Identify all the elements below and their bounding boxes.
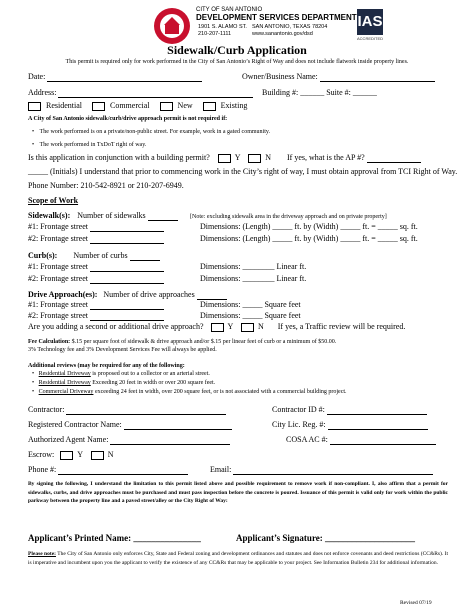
drive-approach-count-label: Number of drive approaches — [103, 290, 195, 299]
escrow-yes-checkbox[interactable] — [60, 451, 73, 460]
yes-label: Y — [77, 450, 83, 459]
ias-accredited: ACCREDITED — [357, 36, 384, 41]
cosa-ac-label: COSA AC #: — [286, 435, 328, 444]
bullet-icon: • — [32, 389, 35, 395]
owner-label: Owner/Business Name: — [242, 72, 318, 81]
da-frontage-1-field[interactable] — [90, 301, 164, 310]
not-required-heading: A City of San Antonio sidewalk/curb/drive approach permit is not required if: — [28, 116, 228, 122]
commercial-checkbox[interactable] — [92, 102, 105, 111]
bullet-icon: • — [32, 142, 35, 148]
yes-label: Y — [227, 322, 233, 331]
curb-label: Curb(s): — [28, 251, 58, 260]
traffic-review-note: If yes, a Traffic review will be required. — [277, 322, 406, 331]
curb-frontage-2-field[interactable] — [90, 275, 164, 284]
contractor-label: Contractor: — [28, 405, 65, 414]
existing-checkbox[interactable] — [203, 102, 216, 111]
date-label: Date: — [28, 72, 46, 81]
contractor-id-label: Contractor ID #: — [272, 405, 325, 414]
residential-label: Residential — [46, 101, 82, 110]
sidewalk-frontage-1-field[interactable] — [90, 223, 164, 232]
email-label: Email: — [210, 465, 232, 474]
contractor-id-field[interactable] — [327, 406, 427, 415]
authorized-agent-label: Authorized Agent Name: — [28, 435, 109, 444]
building-permit-no-checkbox[interactable] — [248, 154, 261, 163]
building-permit-question: Is this application in conjunction with a building permit? — [28, 153, 210, 162]
registered-contractor-field[interactable] — [124, 421, 232, 430]
email-field[interactable] — [233, 466, 433, 475]
fee-label: Fee Calculation: — [28, 339, 71, 345]
yes-label: Y — [234, 153, 241, 162]
drive-approach-count-field[interactable] — [197, 291, 227, 300]
address-label: Address: — [28, 88, 57, 97]
note-label: Please note: — [28, 551, 56, 557]
ap-number-label: If yes, what is the AP #? — [287, 153, 365, 162]
da-dimensions-2[interactable]: Dimensions: _____ Square feet — [200, 311, 301, 320]
authorized-agent-field[interactable] — [110, 436, 230, 445]
ap-number-field[interactable] — [367, 154, 421, 163]
curb-dimensions-2[interactable]: Dimensions: ________ Linear ft. — [200, 274, 307, 283]
new-label: New — [177, 101, 193, 110]
fee-text: $.15 per square foot of sidewalk & drive approach and/or $.15 per linear feet of curb or a minimum of $50.00. — [71, 339, 337, 345]
sidewalk-count-field[interactable] — [148, 212, 178, 221]
review-3-term: Commercial Driveway — [38, 389, 94, 395]
contractor-field[interactable] — [66, 406, 226, 415]
ias-logo: IAS — [357, 9, 383, 35]
review-3-text: exceeding 24 feet in width, over 200 square feet, or is not associated with a commercial building project. — [93, 389, 347, 395]
page-title: Sidewalk/Curb Application — [167, 43, 307, 57]
curb-frontage-1-field[interactable] — [90, 263, 164, 272]
bullet-icon: • — [32, 380, 35, 386]
new-checkbox[interactable] — [160, 102, 173, 111]
sidewalk-label: Sidewalk(s): — [28, 211, 71, 220]
sidewalk-frontage-1-label: #1: Frontage street — [28, 222, 88, 231]
fee-text-2: 3% Technology fee and 3% Development Services Fee will always be applied. — [28, 347, 217, 353]
sidewalk-dimensions-2[interactable]: Dimensions: (Length) _____ ft. by (Width) _____ ft. = _____ sq. ft. — [200, 234, 418, 243]
building-suite-field[interactable]: Building #: ______ Suite #: ______ — [262, 88, 377, 97]
dept-city-state: SAN ANTONIO, TEXAS 78204 — [252, 24, 328, 30]
signing-statement: By signing the following, I understand the limitation to this permit listed above and possible requirement to remove work if non-compliant. I, also affirm that a permit for sidewalks, curbs, and drive approaches must be purchased and must pass inspection before the concrete is poured. Issuance of this permit is valid only for work within the public parkway between the property line and a paved street/alley or the City Right of Way: — [28, 481, 448, 504]
not-required-item-2: The work performed in TxDoT right of way. — [39, 142, 147, 148]
sidewalk-count-label: Number of sidewalks — [77, 211, 146, 220]
da-frontage-1-label: #1: Frontage street — [28, 300, 88, 309]
review-2-text: Exceeding 20 feet in width or over 200 square feet. — [90, 380, 216, 386]
curb-dimensions-1[interactable]: Dimensions: ________ Linear ft. — [200, 262, 307, 271]
curb-frontage-2-label: #2: Frontage street — [28, 274, 88, 283]
additional-da-yes-checkbox[interactable] — [211, 323, 224, 332]
address-field[interactable] — [58, 89, 253, 98]
city-seal-logo — [152, 6, 192, 46]
cosa-ac-field[interactable] — [330, 436, 436, 445]
residential-checkbox[interactable] — [28, 102, 41, 111]
bullet-icon: • — [32, 129, 35, 135]
registered-contractor-label: Registered Contractor Name: — [28, 420, 122, 429]
city-lic-field[interactable] — [328, 421, 428, 430]
existing-label: Existing — [220, 101, 248, 110]
dept-phone: 210-207-1111 — [198, 31, 232, 37]
date-field[interactable] — [47, 73, 202, 82]
da-dimensions-1[interactable]: Dimensions: _____ Square feet — [200, 300, 301, 309]
additional-da-question: Are you adding a second or additional drive approach? — [28, 322, 204, 331]
additional-reviews-title: Additional reviews (may be required for any of the following: — [28, 363, 185, 369]
bullet-icon: • — [32, 371, 35, 377]
review-1-term: Residential Driveway — [38, 371, 91, 377]
revised-date: Revised 07/19 — [400, 600, 432, 606]
signature-field[interactable]: Applicant’s Signature: ____________________ — [236, 533, 416, 543]
intro-text: This permit is required only for work performed in the City of San Antonio’s Right of Way and does not include flatwork inside property lines. — [65, 59, 409, 65]
scope-title: Scope of Work — [28, 196, 79, 205]
sidewalk-note: [Note: excluding sidewalk area in the driveway approach and on private property] — [190, 214, 387, 220]
curb-frontage-1-label: #1: Frontage street — [28, 262, 88, 271]
sidewalk-dimensions-1[interactable]: Dimensions: (Length) _____ ft. by (Width) _____ ft. = _____ sq. ft. — [200, 222, 418, 231]
drive-approach-label: Drive Approach(es): — [28, 290, 98, 299]
no-label: N — [107, 450, 114, 459]
note-text: The City of San Antonio only enforces City, State and Federal zoning and development ordinances and statutes and does not enforce covenants and deed restrictions (CC&Rs). It is imperative and incumbent upon you the applicant to verify the existence of any CC&Rs that may be applicable to your project. See Information Bulletin 234 for additional information. — [28, 551, 448, 566]
no-label: N — [257, 322, 264, 331]
city-name: CITY OF SAN ANTONIO — [196, 7, 263, 13]
escrow-no-checkbox[interactable] — [91, 451, 104, 460]
dept-website: www.sanantonio.gov/dsd — [252, 31, 313, 37]
tci-phone: Phone Number: 210-542-8921 or 210-207-6949. — [28, 181, 184, 190]
da-frontage-2-field[interactable] — [90, 312, 164, 321]
sidewalk-frontage-2-label: #2: Frontage street — [28, 234, 88, 243]
initials-statement[interactable]: _____ (Initials) I understand that prior to commencing work in the City’s right of way, I must obtain approval from TCI Right of Way. — [28, 167, 458, 176]
curb-count-label: Number of curbs — [73, 251, 128, 260]
not-required-item-1: The work performed is on a private/non-public street. For example, work in a gated community. — [39, 129, 270, 135]
review-2-term: Residential Driveway — [38, 380, 91, 386]
da-frontage-2-label: #2: Frontage street — [28, 311, 88, 320]
no-label: N — [265, 153, 272, 162]
city-lic-label: City Lic. Reg. #: — [272, 420, 326, 429]
owner-field[interactable] — [320, 73, 435, 82]
dept-address: 1901 S. ALAMO ST. — [198, 24, 247, 30]
phone-field[interactable] — [58, 466, 188, 475]
printed-name-field[interactable]: Applicant’s Printed Name: _______________ — [28, 533, 201, 543]
curb-count-field[interactable] — [130, 252, 160, 261]
commercial-label: Commercial — [110, 101, 150, 110]
sidewalk-frontage-2-field[interactable] — [90, 235, 164, 244]
dept-name: DEVELOPMENT SERVICES DEPARTMENT — [196, 13, 357, 22]
escrow-label: Escrow: — [28, 450, 55, 459]
phone-label: Phone #: — [28, 465, 57, 474]
review-1-text: is proposed out to a collector or an arterial street. — [90, 371, 210, 377]
additional-da-no-checkbox[interactable] — [241, 323, 254, 332]
building-permit-yes-checkbox[interactable] — [218, 154, 231, 163]
